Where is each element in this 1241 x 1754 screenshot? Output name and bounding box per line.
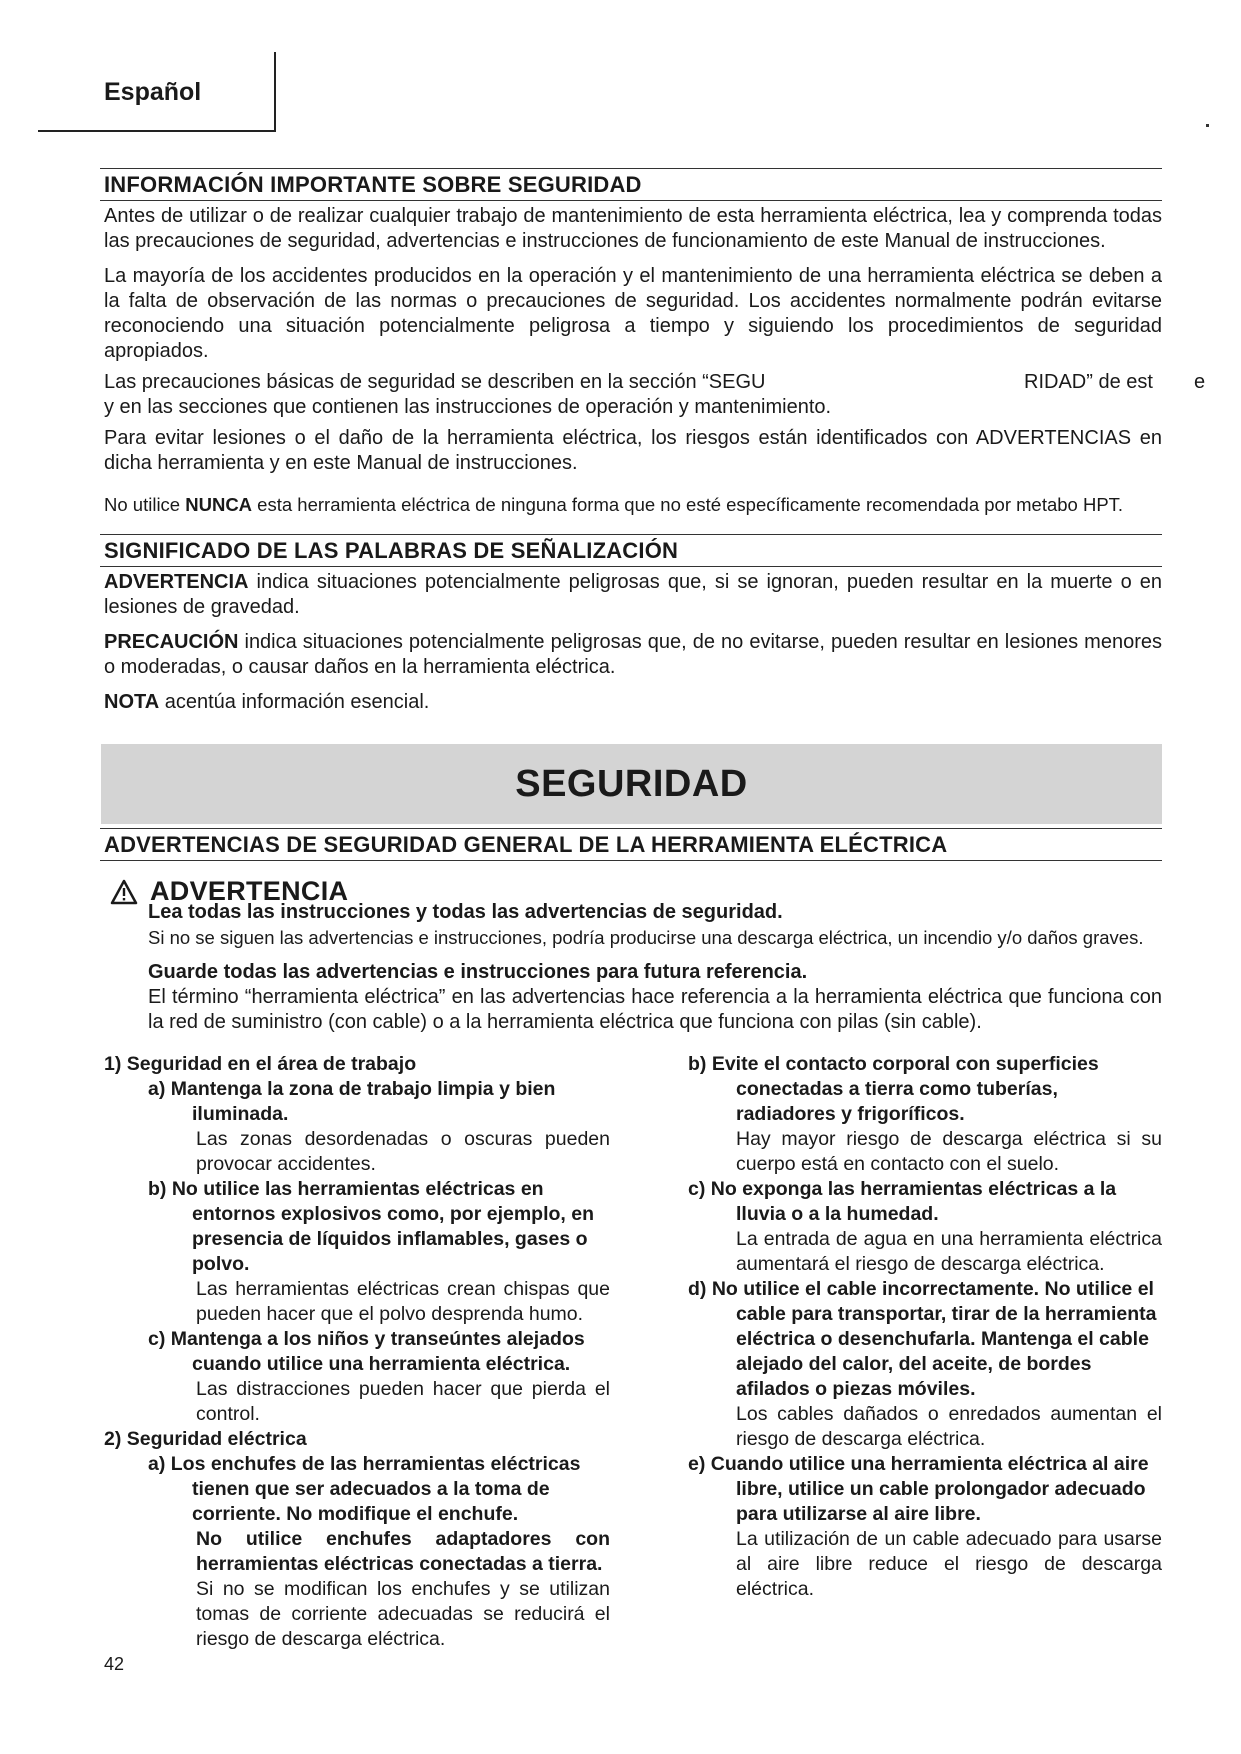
never-use-keyword: NUNCA [185,494,253,515]
item-2c-head: c) No exponga las herramientas eléctricas a la lluvia o a la humedad. [688,1178,1117,1225]
para-accidents: La mayoría de los accidentes producidos en la operación y el mantenimiento de una herramienta eléctrica se deben a la falta de observación de las normas o precauciones de seguridad. Los accidentes normalmente podrán evitarse reconociendo una situación potencialmente peligrosa a tiempo y siguiendo los procedimientos de seguridad apropiados. [104,265,1162,362]
lead-read-all-text: Si no se siguen las advertencias e instrucciones, podría producirse una descarga eléctrica, un incendio y/o daños graves. [148,927,1144,948]
lead-keep-warnings: Guarde todas las advertencias e instrucciones para futura referencia. [148,961,808,983]
section-title-important-info: INFORMACIÓN IMPORTANTE SOBRE SEGURIDAD [104,172,642,197]
item-1c-head: c) Mantenga a los niños y transeúntes alejados cuando utilice una herramienta eléctrica. [148,1328,585,1375]
para-basic-precautions-line2: y en las secciones que contienen las instrucciones de operación y mantenimiento. [104,396,832,418]
para-basic-precautions-part1: Las precauciones básicas de seguridad se describen en la sección “SEGU [104,371,766,393]
item-2d-head: d) No utilice el cable incorrectamente. No utilice el cable para transportar, tirar de la herramienta eléctrica o desenchufarla. Mantenga el cable alejado del calor, del aceite, de bordes afilados o piezas móviles. [688,1278,1157,1400]
item-2a-head: a) Los enchufes de las herramientas eléctricas tienen que ser adecuados a la toma de corriente. No modifique el enchufe. [148,1453,581,1525]
item-2e-head: e) Cuando utilice una herramienta eléctrica al aire libre, utilice un cable prolongador adecuado para utilizarse al aire libre. [688,1453,1149,1525]
signal-warning-text: indica situaciones potencialmente peligrosas que, si se ignoran, pueden resultar en la muerte o en lesiones de gravedad. [104,571,1162,618]
never-use-post: esta herramienta eléctrica de ninguna forma que no esté específicamente recomendada por metabo HPT. [252,494,1124,515]
rule-top-s1 [100,168,1162,169]
safety-banner-title: SEGURIDAD [515,762,748,805]
rule-top-s2 [100,534,1162,535]
item-2e-body: La utilización de un cable adecuado para usarse al aire libre reduce el riesgo de descarga eléctrica. [736,1528,1162,1600]
signal-note-keyword: NOTA [104,691,160,713]
warning-title: ADVERTENCIA [150,876,349,906]
page-number: 42 [104,1654,125,1674]
para-basic-precautions-part2: RIDAD” de est [1024,371,1153,393]
stray-dot [1206,124,1209,127]
right-column [688,1052,1162,1602]
left-column [104,1052,610,1652]
lead-read-all: Lea todas las instrucciones y todas las advertencias de seguridad. [148,901,783,923]
item-1a-body: Las zonas desordenadas o oscuras pueden provocar accidentes. [196,1128,610,1175]
item-2a-bold2: No utilice enchufes adaptadores con herramientas eléctricas conectadas a tierra. [196,1528,610,1575]
item-1b-body: Las herramientas eléctricas crean chispas que pueden hacer que el polvo desprenda humo. [196,1278,610,1325]
item-2c-body: La entrada de agua en una herramienta eléctrica aumentará el riesgo de descarga eléctrica. [736,1228,1162,1275]
rule-bottom-s3 [100,860,1162,861]
rule-bottom-s1 [100,200,1162,201]
item-1a-head: a) Mantenga la zona de trabajo limpia y bien iluminada. [148,1078,556,1125]
item-2d-body: Los cables dañados o enredados aumentan el riesgo de descarga eléctrica. [736,1403,1162,1450]
subsection-electrical: 2) Seguridad eléctrica [104,1428,307,1450]
signal-warning-keyword: ADVERTENCIA [104,571,249,593]
para-signal-caution [104,630,1162,680]
rule-top-s3 [100,828,1162,829]
item-2b-body: Hay mayor riesgo de descarga eléctrica si su cuerpo está en contacto con el suelo. [736,1128,1162,1175]
item-1b-head: b) No utilice las herramientas eléctricas en entornos explosivos como, por ejemplo, en presencia de líquidos inflamables, gases o polvo. [148,1178,594,1275]
language-tab [38,52,276,132]
warning-triangle-icon [110,879,138,905]
signal-caution-keyword: PRECAUCIÓN [104,631,239,653]
signal-caution-text: indica situaciones potencialmente peligrosas que, de no evitarse, pueden resultar en lesiones menores o moderadas, o causar daños en la herramienta eléctrica. [104,631,1162,678]
para-signal-note [104,690,1162,715]
subsection-work-area: 1) Seguridad en el área de trabajo [104,1053,417,1075]
para-basic-precautions-part3: e [1194,371,1206,393]
lead-keep-warnings-text: El término “herramienta eléctrica” en las advertencias hace referencia a la herramienta eléctrica que funciona con la red de suministro (con cable) o a la herramienta eléctrica que funciona con pilas (sin cable). [148,986,1162,1033]
section-title-signal-words: SIGNIFICADO DE LAS PALABRAS DE SEÑALIZACIÓN [104,538,679,563]
item-2b-head: b) Evite el contacto corporal con superficies conectadas a tierra como tuberías, radiadores y frigoríficos. [688,1053,1099,1125]
safety-banner [101,744,1162,824]
item-2a-body: Si no se modifican los enchufes y se utilizan tomas de corriente adecuadas se reducirá el riesgo de descarga eléctrica. [196,1578,610,1650]
item-1c-body: Las distracciones pueden hacer que pierda el control. [196,1378,610,1425]
para-avoid-injury: Para evitar lesiones o el daño de la herramienta eléctrica, los riesgos están identificados con ADVERTENCIAS en dicha herramienta y en este Manual de instrucciones. [104,427,1162,474]
never-use-pre: No utilice [104,494,186,515]
section-title-general-warnings: ADVERTENCIAS DE SEGURIDAD GENERAL DE LA HERRAMIENTA ELÉCTRICA [104,832,948,857]
para-signal-warning [104,570,1162,620]
para-intro: Antes de utilizar o de realizar cualquier trabajo de mantenimiento de esta herramienta eléctrica, lea y comprenda todas las precauciones de seguridad, advertencias e instrucciones de funcionamiento de este Manual de instrucciones. [104,205,1162,252]
signal-note-text: acentúa información esencial. [159,691,430,713]
rule-bottom-s2 [100,566,1162,567]
para-basic-precautions [104,370,1206,420]
language-label: Español [104,78,202,106]
para-never-use [104,492,1162,517]
